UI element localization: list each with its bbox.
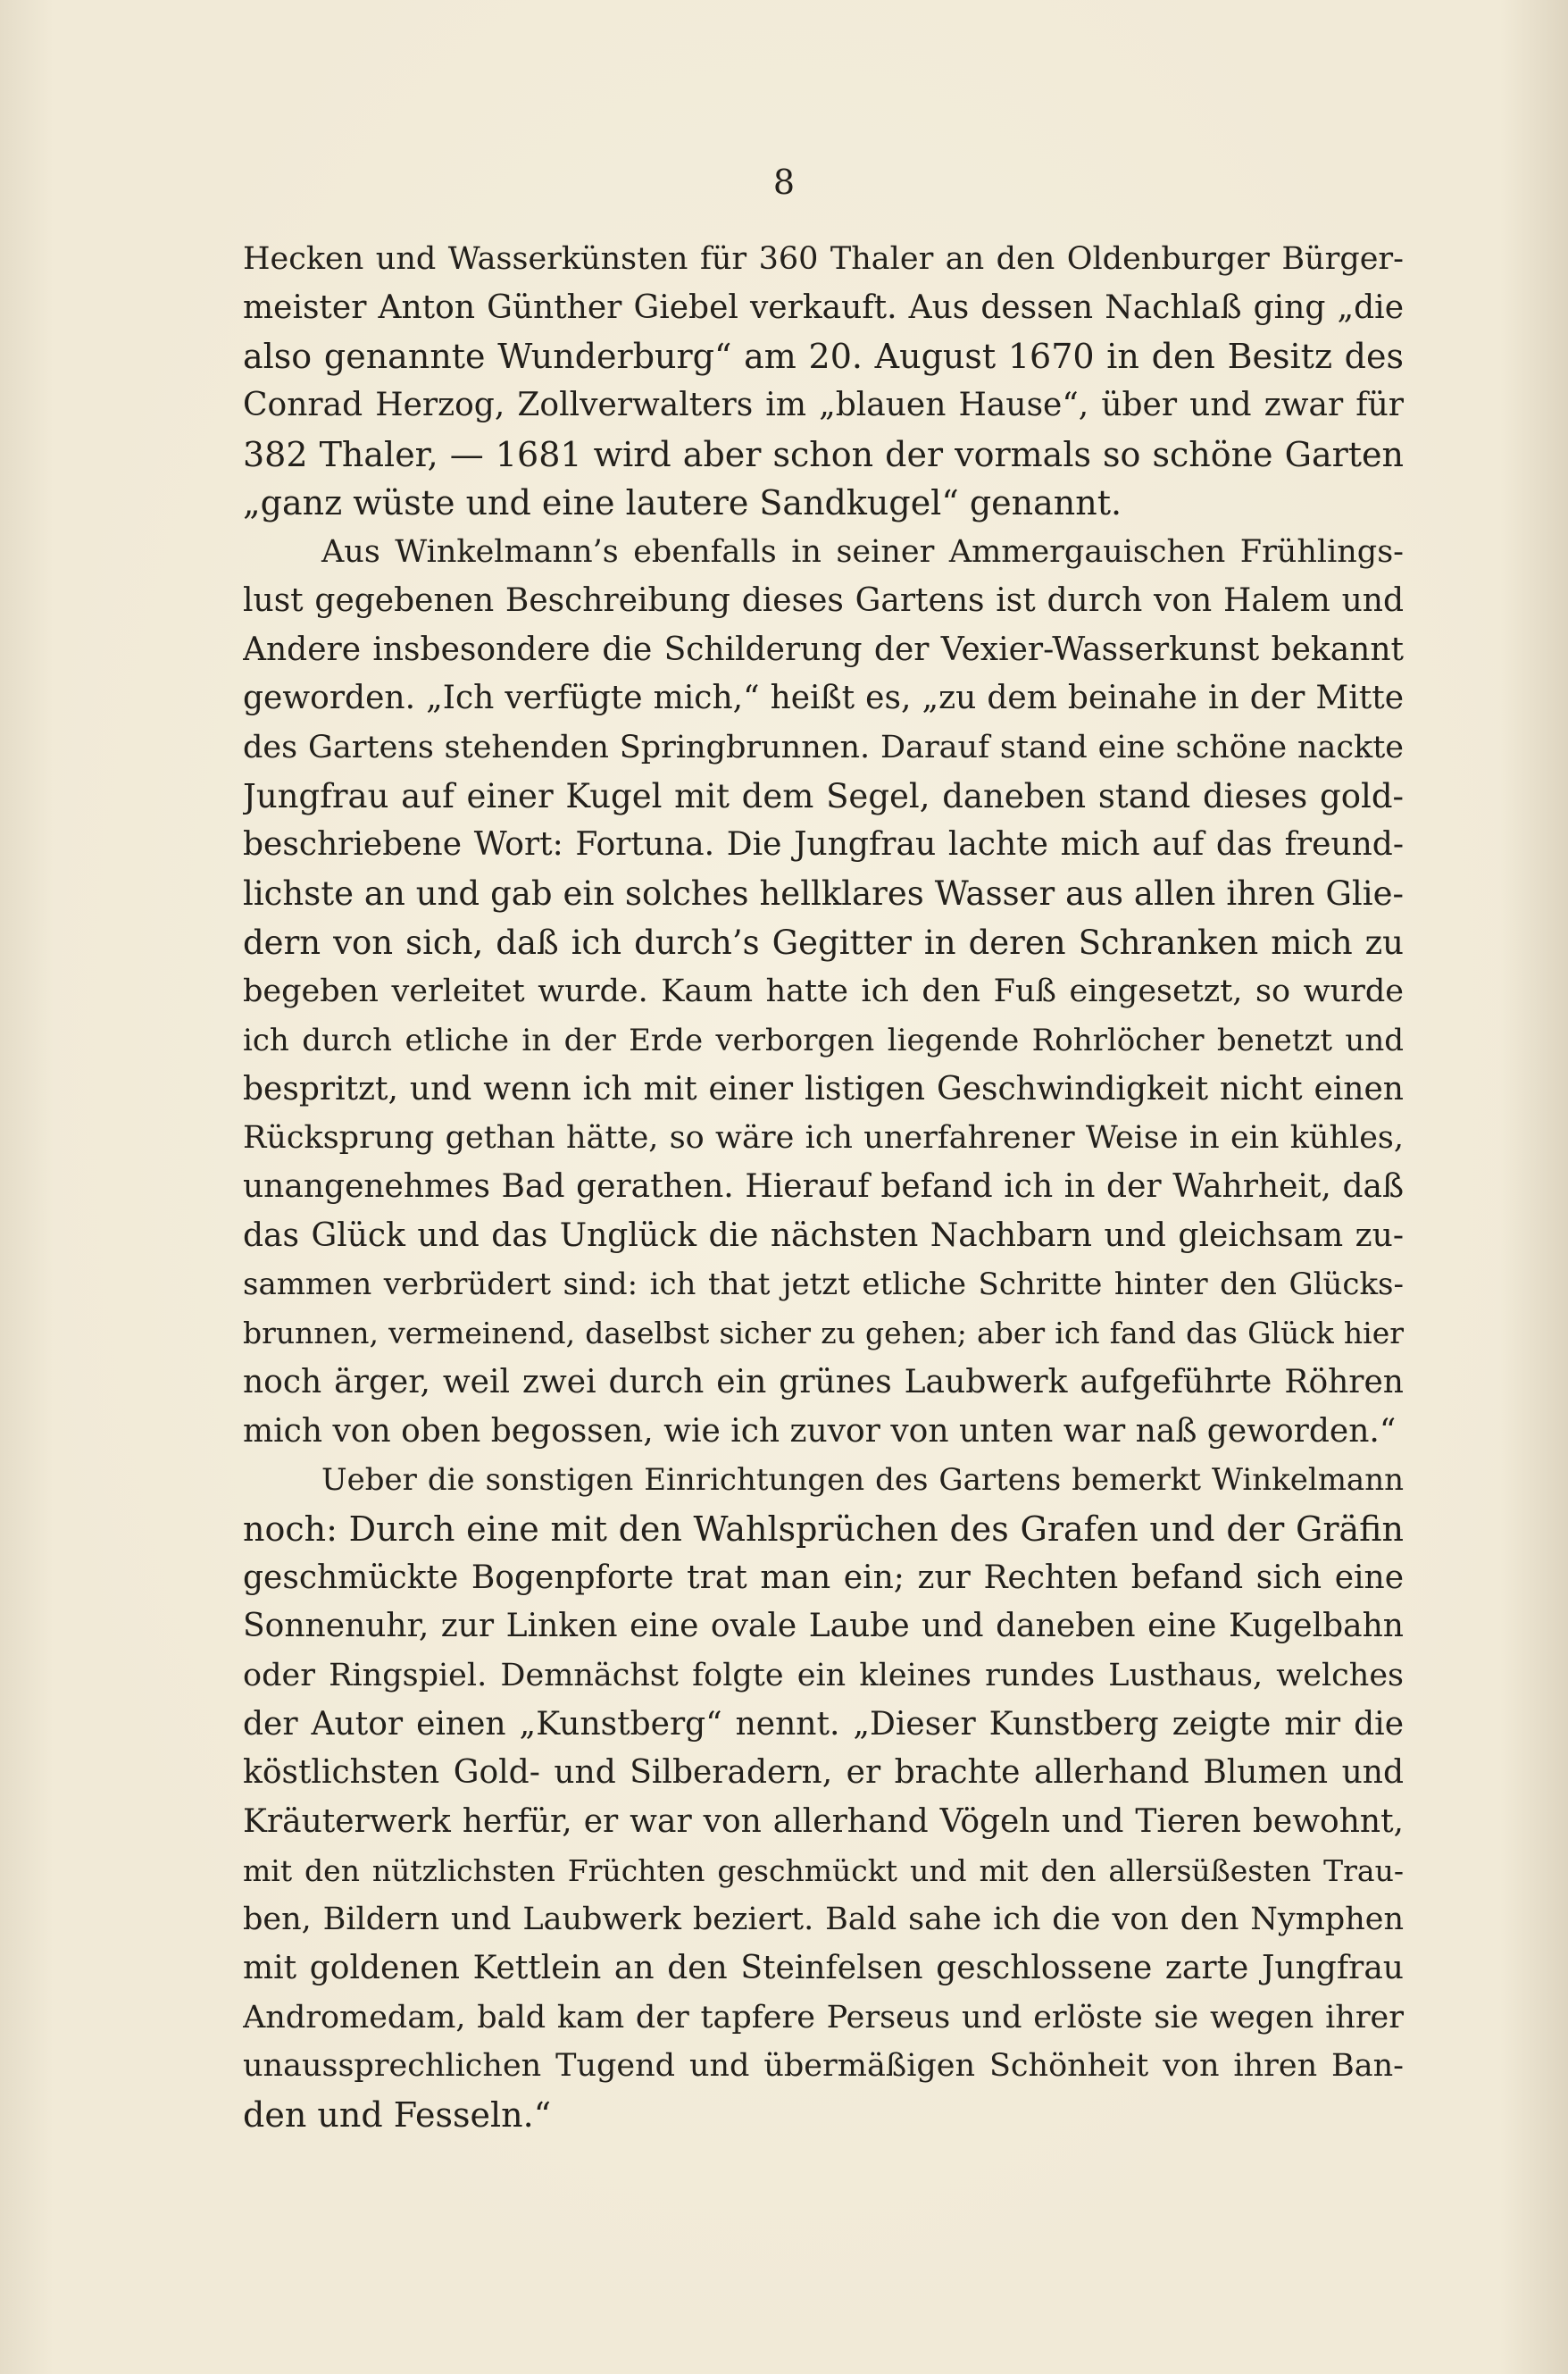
text-line: Conrad Herzog, Zollverwalters im „blauen Hause“, über und zwar für <box>243 387 1404 424</box>
text-line: ben, Bildern und Laubwerk beziert. Bald sahe ich die von den Nymphen <box>243 1902 1404 1938</box>
text-line: Hecken und Wasserkünsten für 360 Thaler an den Oldenburger Bürger- <box>243 241 1404 277</box>
text-line: mit den nützlichsten Früchten geschmückt und mit den allersüßesten Trau- <box>243 1852 1404 1888</box>
text-line: Rücksprung gethan hätte, so wäre ich unerfahrener Weise in ein kühles, <box>243 1120 1404 1157</box>
text-line: Andere insbesondere die Schilderung der Vexier-Wasserkunst bekannt <box>243 631 1404 668</box>
text-line: also genannte Wunderburg“ am 20. August 1670 in den Besitz des <box>243 337 1404 377</box>
text-line: Sonnenuhr, zur Linken eine ovale Laube und daneben eine Kugelbahn <box>243 1608 1404 1645</box>
text-line: das Glück und das Unglück die nächsten Nachbarn und gleichsam zu- <box>243 1216 1404 1254</box>
text-line: Kräuterwerk herfür, er war von allerhand Vögeln und Tieren bewohnt, <box>243 1803 1404 1840</box>
text-line: des Gartens stehenden Springbrunnen. Darauf stand eine schöne nackte <box>243 729 1404 765</box>
text-line: Andromedam, bald kam der tapfere Perseus und erlöste sie wegen ihrer <box>243 1999 1404 2035</box>
text-line: der Autor einen „Kunstberg“ nennt. „Dieser Kunstberg zeigte mir die <box>243 1705 1404 1743</box>
text-line: dern von sich, daß ich durch’s Gegitter in deren Schranken mich zu <box>243 923 1404 962</box>
text-line: geworden. „Ich verfügte mich,“ heißt es, „zu dem beinahe in der Mitte <box>243 680 1404 717</box>
text-line: „ganz wüste und eine lautere Sandkugel“ genannt. <box>243 483 1122 523</box>
page-number: 8 <box>772 163 796 202</box>
text-line: begeben verleitet wurde. Kaum hatte ich den Fuß eingesetzt, so wurde <box>243 974 1404 1010</box>
text-line: 382 Thaler, — 1681 wird aber schon der vormals so schöne Garten <box>243 434 1404 474</box>
paragraph-start-line: Aus Winkelmann’s ebenfalls in seiner Ammergauischen Frühlings- <box>321 534 1404 571</box>
text-line: unaussprechlichen Tugend und übermäßigen Schönheit von ihren Ban- <box>243 2048 1404 2085</box>
text-line: mit goldenen Kettlein an den Steinfelsen geschlossene zarte Jungfrau <box>243 1950 1404 1987</box>
text-line: den und Fesseln.“ <box>243 2095 552 2136</box>
text-line: köstlichsten Gold- und Silberadern, er brachte allerhand Blumen und <box>243 1754 1404 1792</box>
text-line: noch ärger, weil zwei durch ein grünes Laubwerk aufgeführte Röhren <box>243 1363 1404 1400</box>
text-line: mich von oben begossen, wie ich zuvor von unten war naß geworden.“ <box>243 1412 1397 1450</box>
text-line: brunnen, vermeinend, daselbst sicher zu gehen; aber ich fand das Glück hier <box>243 1316 1404 1351</box>
body-text <box>243 235 1404 2140</box>
text-line: oder Ringspiel. Demnächst folgte ein kleines rundes Lusthaus, welches <box>243 1657 1404 1693</box>
text-line: sammen verbrüdert sind: ich that jetzt etliche Schritte hinter den Glücks- <box>243 1266 1404 1303</box>
text-line: beschriebene Wort: Fortuna. Die Jungfrau lachte mich auf das freund- <box>243 826 1404 864</box>
text-line: lust gegebenen Beschreibung dieses Gartens ist durch von Halem und <box>243 581 1404 619</box>
text-line: ich durch etliche in der Erde verborgen liegende Rohrlöcher benetzt und <box>243 1023 1404 1058</box>
text-line: Jungfrau auf einer Kugel mit dem Segel, daneben stand dieses gold- <box>243 776 1404 815</box>
paragraph-start-line: Ueber die sonstigen Einrichtungen des Gartens bemerkt Winkelmann <box>321 1462 1404 1499</box>
text-line: meister Anton Günther Giebel verkauft. Aus dessen Nachlaß ging „die <box>243 288 1404 326</box>
text-line: noch: Durch eine mit den Wahlsprüchen des Grafen und der Gräfin <box>243 1509 1404 1549</box>
text-line: geschmückte Bogenpforte trat man ein; zur Rechten befand sich eine <box>243 1559 1404 1596</box>
text-line: bespritzt, und wenn ich mit einer listigen Geschwindigkeit nicht einen <box>243 1070 1404 1108</box>
text-line: unangenehmes Bad gerathen. Hierauf befand ich in der Wahrheit, daß <box>243 1168 1404 1206</box>
text-line: lichste an und gab ein solches hellklares Wasser aus allen ihren Glie- <box>243 874 1404 913</box>
